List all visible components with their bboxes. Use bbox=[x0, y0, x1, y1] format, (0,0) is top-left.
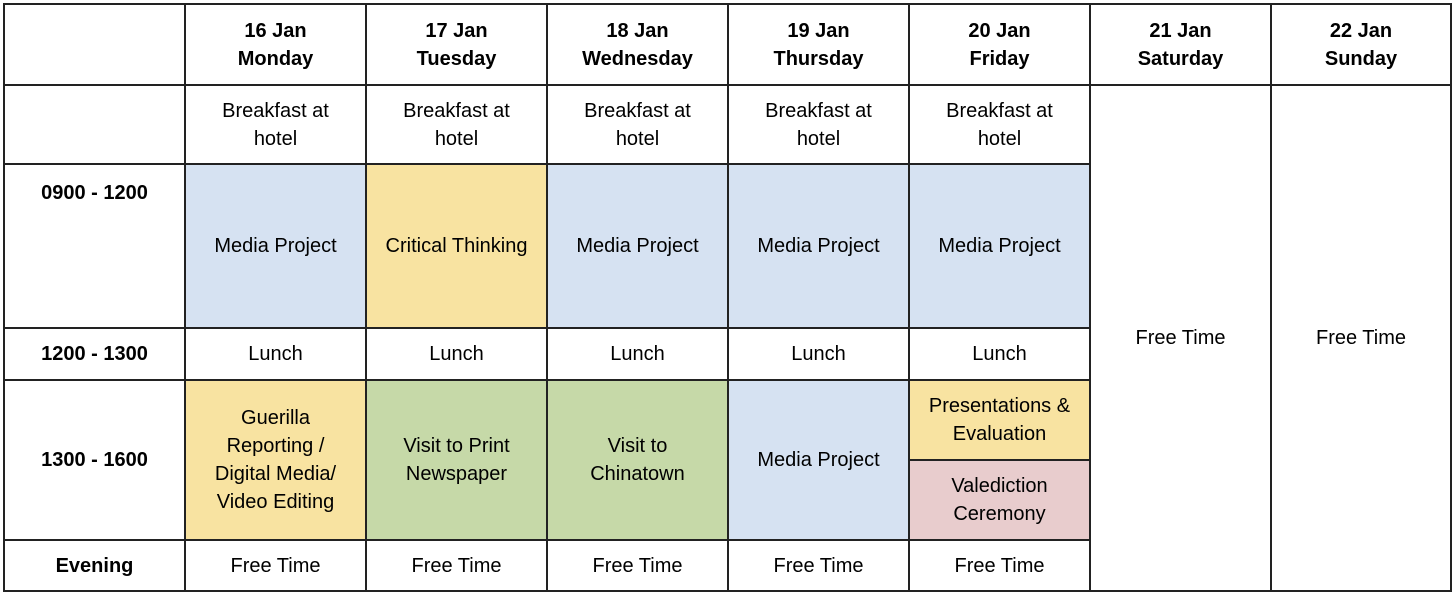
breakfast-line: Breakfast at bbox=[403, 99, 510, 122]
day-weekday: Friday bbox=[969, 47, 1030, 70]
day-header bbox=[547, 4, 728, 85]
session-line: Evaluation bbox=[952, 423, 1047, 445]
breakfast-line: Breakfast at bbox=[222, 99, 329, 122]
breakfast-cell bbox=[728, 85, 909, 164]
day-weekday: Sunday bbox=[1324, 47, 1398, 70]
lunch-cell: Lunch bbox=[547, 328, 728, 380]
day-header bbox=[366, 4, 547, 85]
session-media-project: Media Project bbox=[547, 164, 728, 328]
session-media-project: Media Project bbox=[728, 164, 909, 328]
session-media-project: Media Project bbox=[185, 164, 366, 328]
breakfast-cell bbox=[547, 85, 728, 164]
day-header bbox=[1090, 4, 1271, 85]
weekend-free-time-saturday: Free Time bbox=[1090, 85, 1271, 591]
evening-cell: Free Time bbox=[185, 540, 366, 591]
breakfast-line: hotel bbox=[796, 127, 841, 150]
session-line: Presentations & bbox=[928, 395, 1071, 417]
weekend-free-time-sunday: Free Time bbox=[1271, 85, 1451, 591]
schedule-table bbox=[3, 3, 1452, 592]
session-line: Visit to Print bbox=[403, 435, 510, 457]
breakfast-line: hotel bbox=[253, 127, 298, 150]
session-line: Newspaper bbox=[405, 463, 508, 485]
header-row bbox=[4, 4, 1451, 85]
time-label: 1300 - 1600 bbox=[4, 380, 185, 540]
breakfast-line: hotel bbox=[434, 127, 479, 150]
day-date: 20 Jan bbox=[968, 19, 1031, 42]
day-weekday: Thursday bbox=[773, 47, 864, 70]
session-media-project: Media Project bbox=[909, 164, 1090, 328]
lunch-cell: Lunch bbox=[366, 328, 547, 380]
lunch-cell: Lunch bbox=[185, 328, 366, 380]
day-weekday: Saturday bbox=[1137, 47, 1224, 70]
day-header bbox=[185, 4, 366, 85]
evening-cell: Free Time bbox=[366, 540, 547, 591]
session-line: Chinatown bbox=[590, 463, 685, 485]
day-weekday: Wednesday bbox=[582, 47, 693, 70]
evening-cell: Free Time bbox=[909, 540, 1090, 591]
breakfast-line: Breakfast at bbox=[765, 99, 872, 122]
breakfast-row bbox=[4, 85, 1451, 164]
session-media-project: Media Project bbox=[728, 380, 909, 540]
session-presentations bbox=[909, 380, 1090, 460]
session-line: Valediction bbox=[951, 475, 1048, 497]
time-label: 1200 - 1300 bbox=[4, 328, 185, 380]
session-line: Visit to bbox=[607, 435, 668, 457]
session-valediction-ceremony bbox=[909, 460, 1090, 540]
breakfast-cell bbox=[185, 85, 366, 164]
breakfast-line: Breakfast at bbox=[584, 99, 691, 122]
session-critical-thinking: Critical Thinking bbox=[366, 164, 547, 328]
evening-cell: Free Time bbox=[728, 540, 909, 591]
day-date: 19 Jan bbox=[787, 19, 850, 42]
day-weekday: Tuesday bbox=[416, 47, 497, 70]
corner-cell bbox=[4, 4, 185, 85]
session-line: Video Editing bbox=[216, 491, 335, 513]
day-date: 18 Jan bbox=[606, 19, 669, 42]
session-guerilla-reporting bbox=[185, 380, 366, 540]
session-line: Ceremony bbox=[953, 503, 1046, 525]
lunch-cell: Lunch bbox=[909, 328, 1090, 380]
day-weekday: Monday bbox=[237, 47, 314, 70]
day-header bbox=[1271, 4, 1451, 85]
session-visit-chinatown bbox=[547, 380, 728, 540]
lunch-cell: Lunch bbox=[728, 328, 909, 380]
time-cell-empty bbox=[4, 85, 185, 164]
day-header bbox=[909, 4, 1090, 85]
session-line: Digital Media/ bbox=[214, 463, 337, 485]
session-line: Reporting / bbox=[226, 435, 325, 457]
day-date: 17 Jan bbox=[425, 19, 488, 42]
breakfast-line: hotel bbox=[977, 127, 1022, 150]
time-label: Evening bbox=[4, 540, 185, 591]
session-line: Guerilla bbox=[241, 407, 310, 429]
session-visit-print-newspaper bbox=[366, 380, 547, 540]
evening-cell: Free Time bbox=[547, 540, 728, 591]
breakfast-cell bbox=[366, 85, 547, 164]
day-date: 16 Jan bbox=[244, 19, 307, 42]
day-date: 22 Jan bbox=[1329, 19, 1393, 42]
breakfast-cell bbox=[909, 85, 1090, 164]
breakfast-line: Breakfast at bbox=[946, 99, 1053, 122]
time-label: 0900 - 1200 bbox=[4, 164, 185, 328]
day-header bbox=[728, 4, 909, 85]
day-date: 21 Jan bbox=[1149, 19, 1212, 42]
breakfast-line: hotel bbox=[615, 127, 660, 150]
